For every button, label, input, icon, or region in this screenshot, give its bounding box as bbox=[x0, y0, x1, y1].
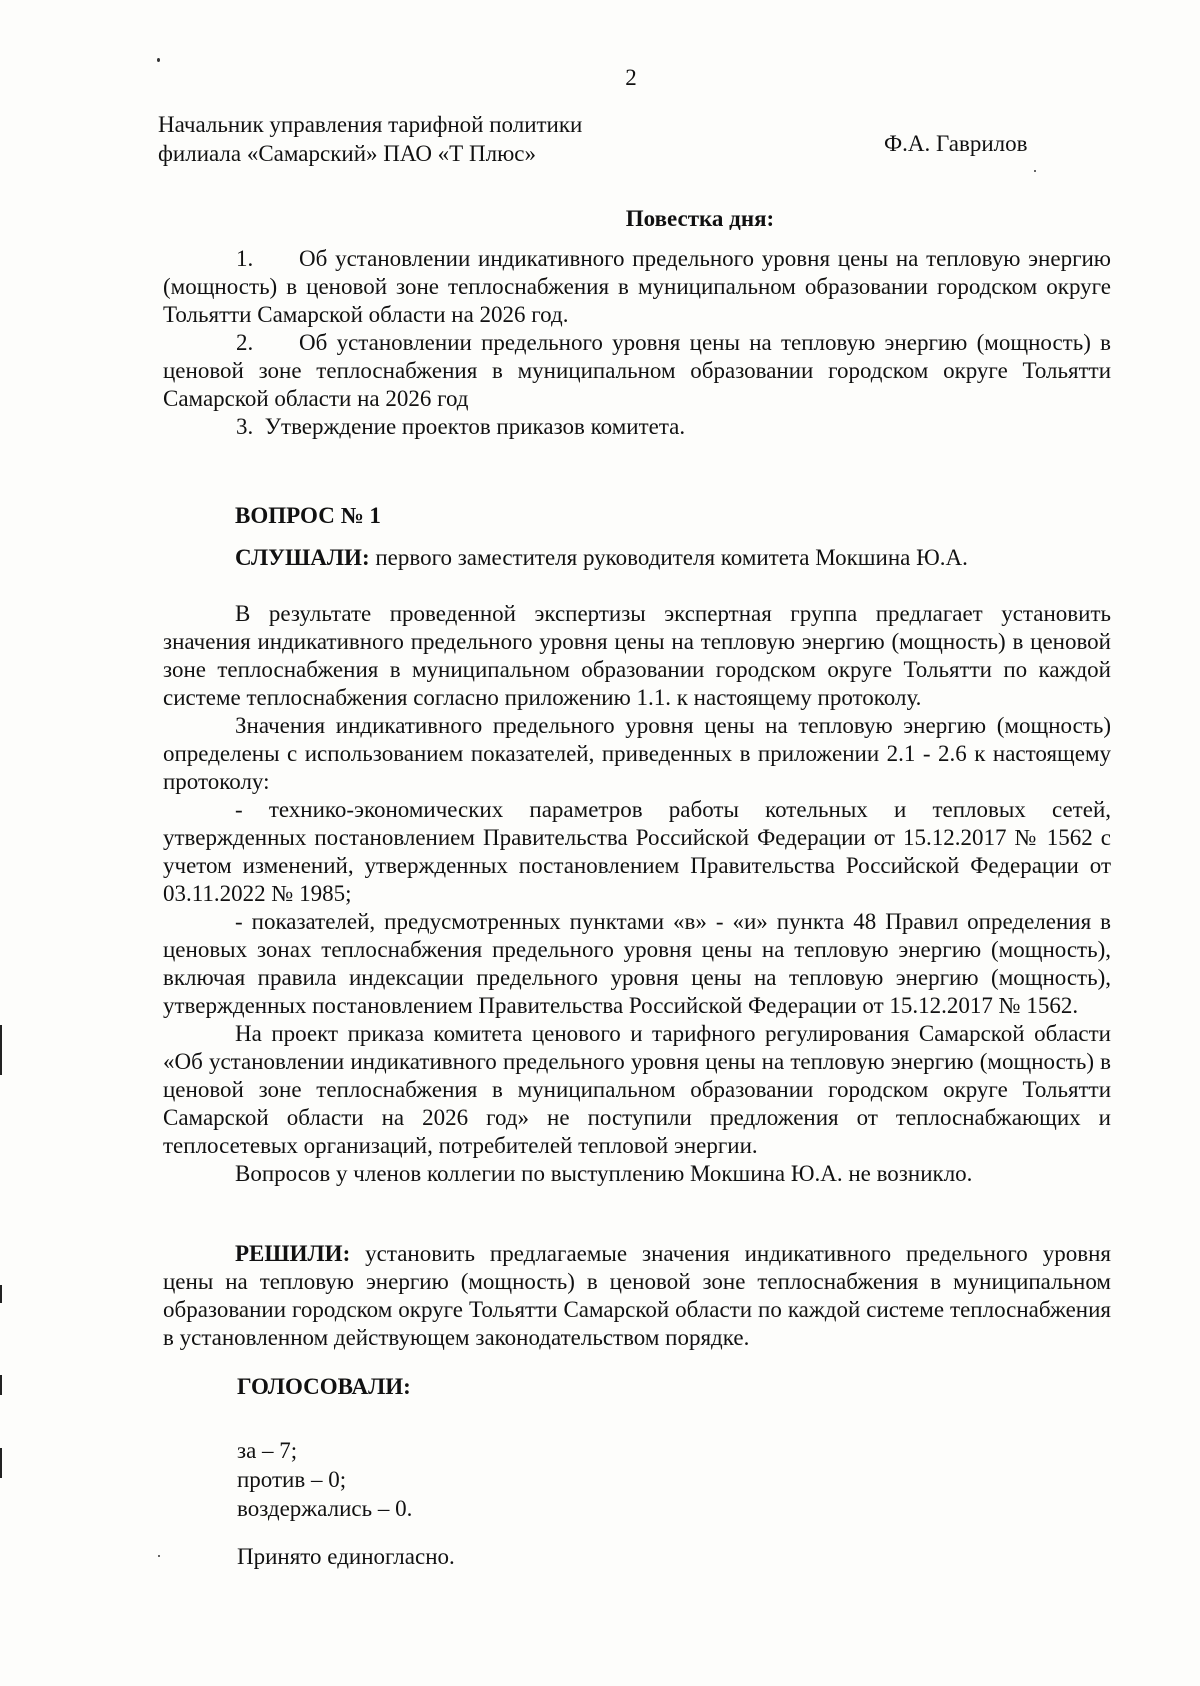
signer-position-line2: филиала «Самарский» ПАО «Т Плюс» bbox=[158, 141, 536, 166]
scan-edge-mark bbox=[0, 1448, 2, 1478]
votes-abstained: воздержались – 0. bbox=[237, 1496, 413, 1521]
body-paragraph: - показателей, предусмотренных пунктами «в» - «и» пункта 48 Правил определения в ценовых зонах теплоснабжения предельного уровня цены на тепловую энергию (мощность), включая правила индексации предельного уровня цены на тепловую энергию (мощность), утвержденных постановлением Правительства Российской Федерации от 15.12.2017 № 1562. bbox=[163, 909, 1111, 1018]
agenda-item-text: Об установлении индикативного предельного уровня цены на тепловую энергию (мощность) в ценовой зоне теплоснабжения в муниципальном образовании городском округе Тольятти Самарской области на 2026 год. bbox=[163, 246, 1111, 327]
voted-heading: ГОЛОСОВАЛИ: bbox=[237, 1374, 411, 1399]
decided-paragraph bbox=[163, 1240, 1111, 1352]
agenda-item bbox=[163, 329, 1111, 413]
body-paragraph: В результате проведенной экспертизы экспертная группа предлагает установить значения индикативного предельного уровня цены на тепловую энергию (мощность) в ценовой зоне теплоснабжения в муниципальном образовании городском округе Тольятти по каждой системе теплоснабжения согласно приложению 1.1. к настоящему протоколу. bbox=[163, 601, 1111, 710]
vote-results bbox=[237, 1436, 412, 1523]
scan-speck bbox=[158, 1555, 160, 1557]
heard-text: первого заместителя руководителя комитета Мокшина Ю.А. bbox=[369, 545, 968, 570]
heard-label: СЛУШАЛИ: bbox=[235, 545, 370, 570]
heard-line bbox=[235, 544, 968, 572]
question-heading: ВОПРОС № 1 bbox=[235, 503, 381, 528]
body-paragraph: - технико-экономических параметров работы котельных и тепловых сетей, утвержденных постановлением Правительства Российской Федерации от 15.12.2017 № 1562 с учетом изменений, утвержденных постановлением Правительства Российской Федерации от 03.11.2022 № 1985; bbox=[163, 797, 1111, 906]
decided-block bbox=[163, 1240, 1111, 1352]
signer-position-line1: Начальник управления тарифной политики bbox=[158, 112, 583, 137]
agenda-item-text: Утверждение проектов приказов комитета. bbox=[264, 414, 686, 439]
page-number: 2 bbox=[625, 65, 637, 90]
body-paragraph: На проект приказа комитета ценового и тарифного регулирования Самарской области «Об установлении индикативного предельного уровня цены на тепловую энергию (мощность) в ценовой зоне теплоснабжения в муниципальном образовании городском округе Тольятти Самарской области на 2026 год» не поступили предложения от теплоснабжающих и теплосетевых организаций, потребителей тепловой энергии. bbox=[163, 1021, 1111, 1158]
agenda-list bbox=[163, 245, 1111, 441]
scan-edge-mark bbox=[0, 1025, 2, 1075]
body-paragraph: Значения индикативного предельного уровня цены на тепловую энергию (мощность) определены с использованием показателей, приведенных в приложении 2.1 - 2.6 к настоящему протоколу: bbox=[163, 713, 1111, 794]
signer-name: Ф.А. Гаврилов bbox=[884, 131, 1028, 156]
body-paragraph: Вопросов у членов коллегии по выступлению Мокшина Ю.А. не возникло. bbox=[235, 1161, 973, 1186]
agenda-item bbox=[163, 413, 1111, 441]
agenda-title: Повестка дня: bbox=[625, 206, 775, 231]
agenda-item-number: 3. bbox=[236, 414, 254, 439]
agenda-item bbox=[163, 245, 1111, 329]
votes-against: против – 0; bbox=[237, 1467, 347, 1492]
scan-edge-mark bbox=[0, 1285, 2, 1303]
agenda-item-text: Об установлении предельного уровня цены на тепловую энергию (мощность) в ценовой зоне теплоснабжения в муниципальном образовании городском округе Тольятти Самарской области на 2026 год bbox=[163, 330, 1111, 411]
scan-speck bbox=[1034, 170, 1036, 172]
agenda-item-number: 2. bbox=[236, 330, 254, 355]
signer-position bbox=[158, 110, 582, 168]
scan-edge-mark bbox=[0, 1375, 2, 1395]
decided-text: установить предлагаемые значения индикативного предельного уровня цены на тепловую энергию (мощность) в ценовой зоне теплоснабжения в муниципальном образовании городском округе Тольятти Самарской области по каждой системе теплоснабжения в установленном действующем законодательством порядке. bbox=[163, 1241, 1111, 1350]
decision-result: Принято единогласно. bbox=[237, 1544, 455, 1569]
votes-for: за – 7; bbox=[237, 1438, 298, 1463]
scan-speck bbox=[157, 58, 160, 62]
question-body bbox=[163, 600, 1111, 1188]
decided-label: РЕШИЛИ: bbox=[235, 1241, 351, 1266]
agenda-item-number: 1. bbox=[236, 246, 254, 271]
